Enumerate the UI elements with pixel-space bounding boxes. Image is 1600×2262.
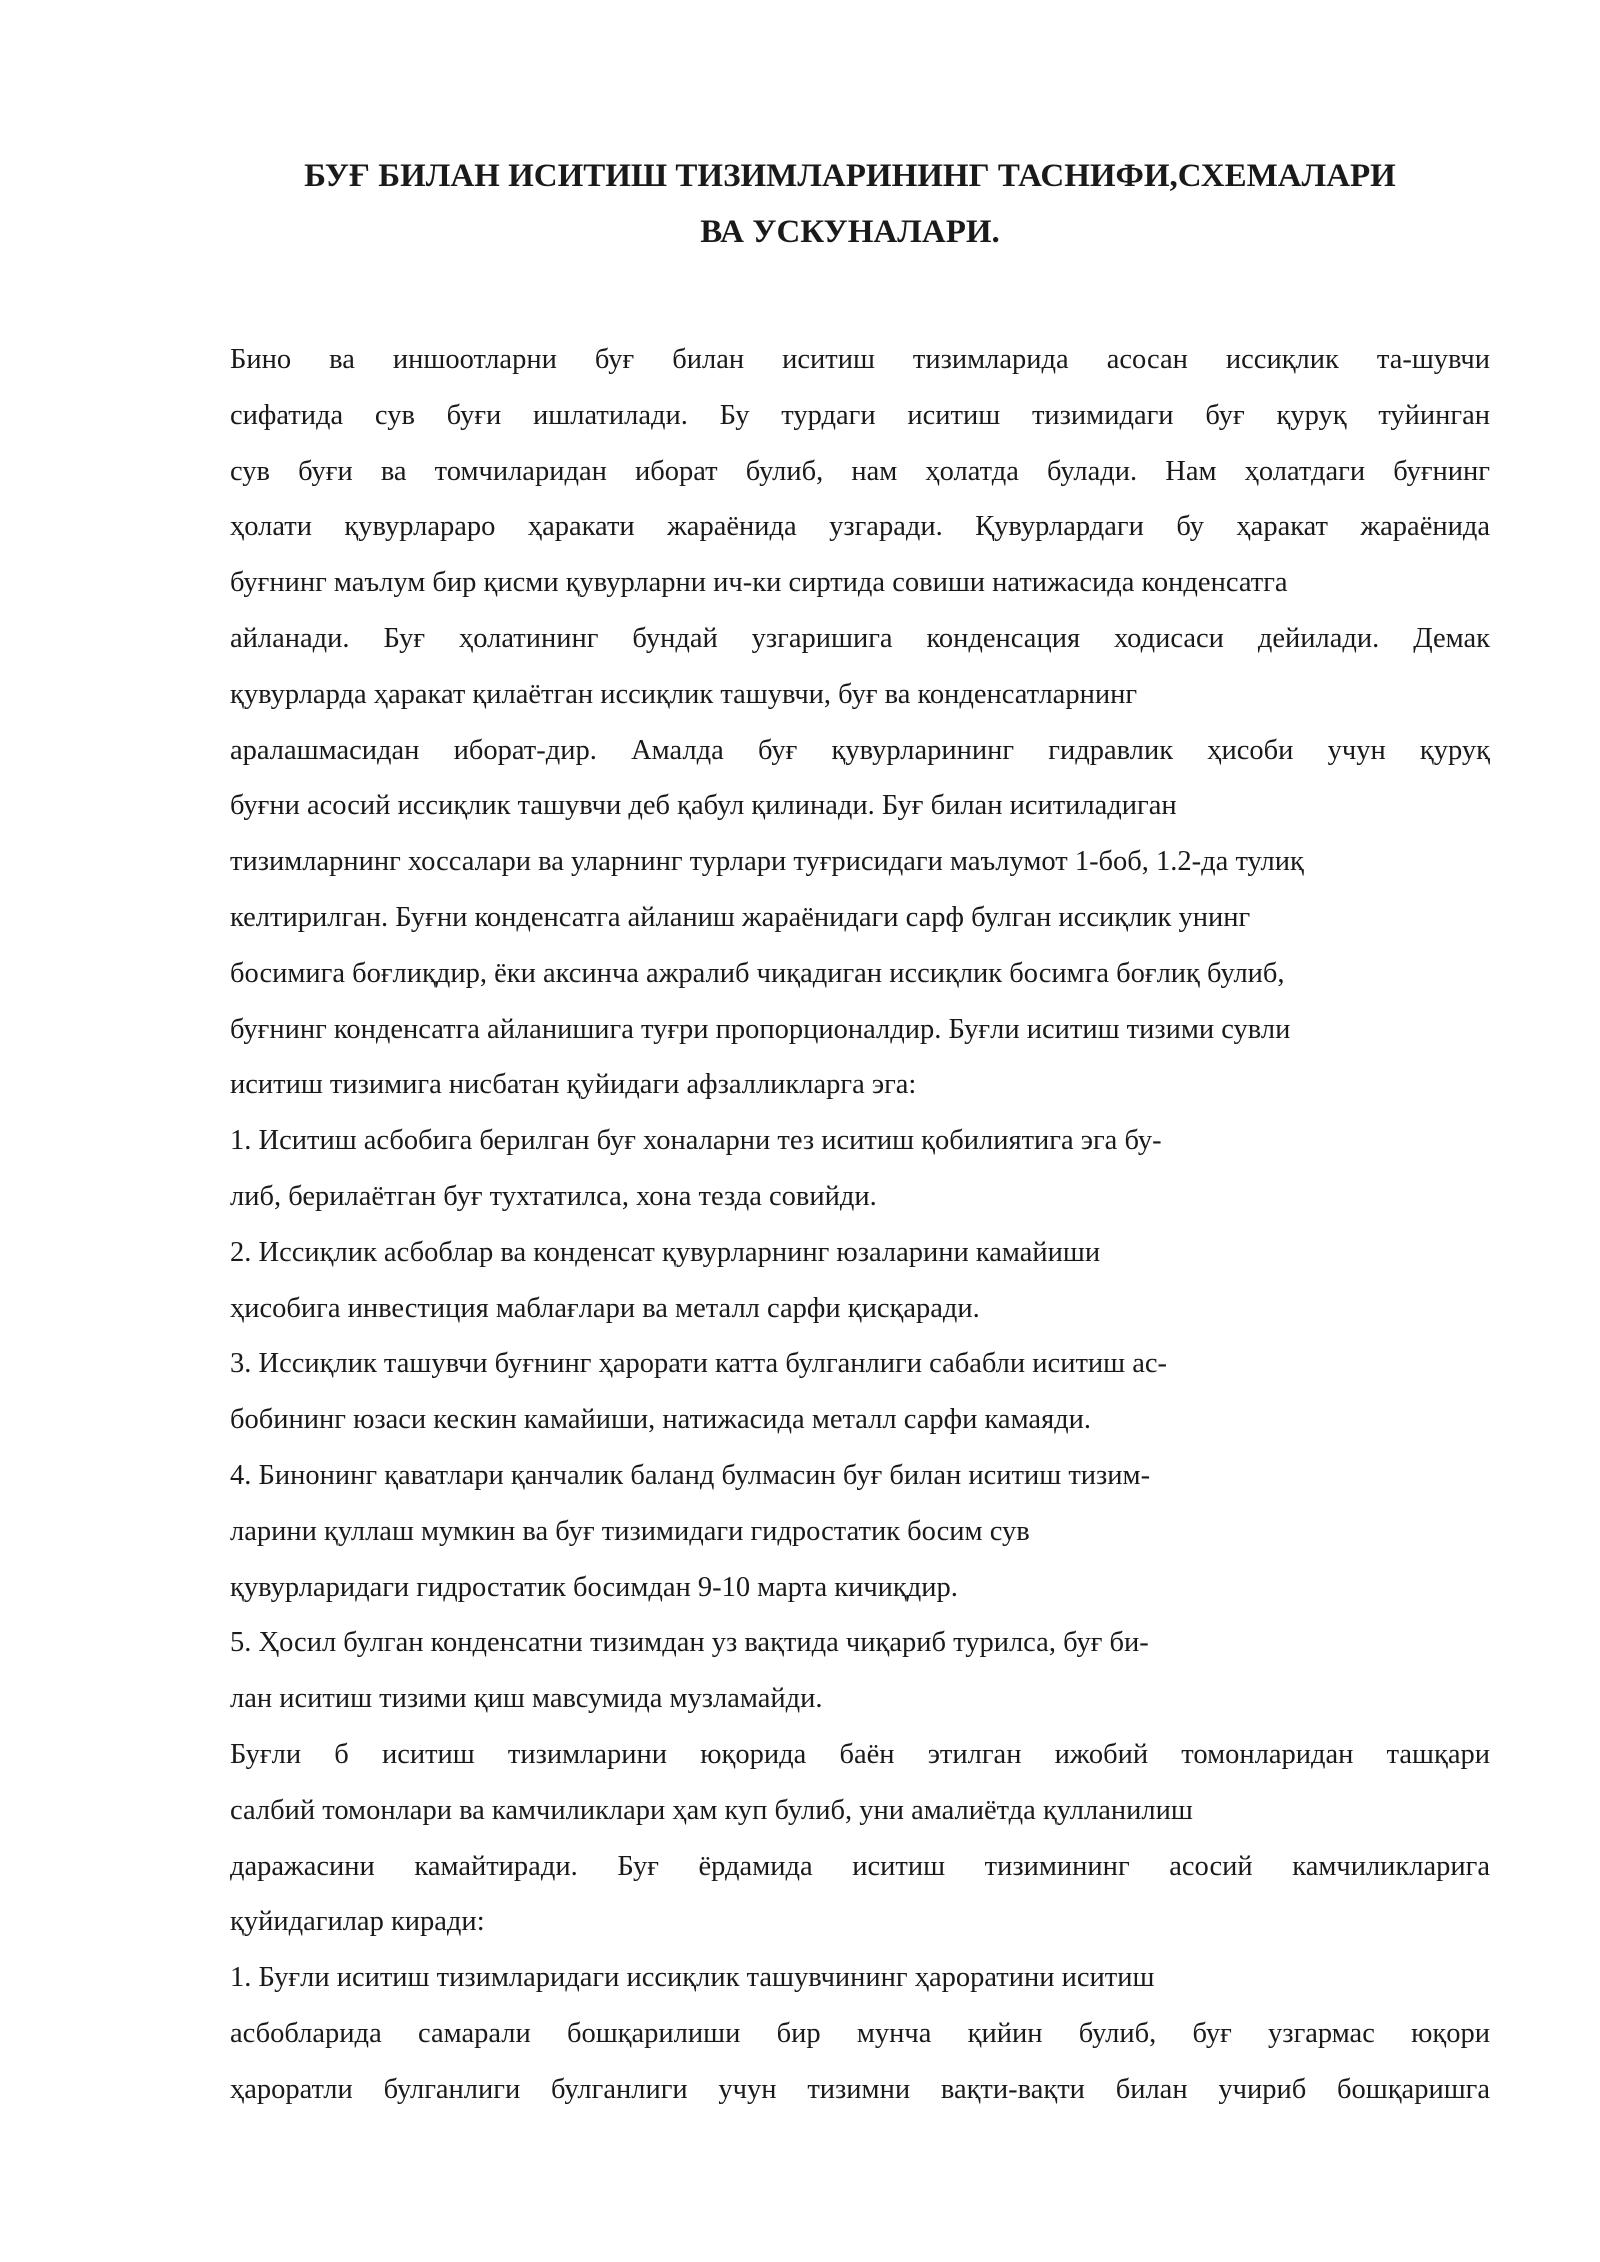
text-line: келтирилган. Буғни конденсатга айланиш жараёнидаги сарф булган иссиқлик унинг [230, 901, 1251, 933]
text-line: босимига боғлиқдир, ёки аксинча ажралиб чиқадиган иссиқлик босимга боғлиқ булиб, [230, 957, 1285, 989]
title-line-1: БУҒ БИЛАН ИСИТИШ ТИЗИМЛАРИНИНГ ТАСНИФИ,СХЕМАЛАРИ [304, 158, 1396, 194]
text-line: буғни асосий иссиқлик ташувчи деб қабул қилинади. Буғ билан иситиладиган [230, 790, 1177, 822]
text-line: буғнинг маълум бир қисми қувурларни ич-ки сиртида совиши натижасида конденсатга [230, 567, 1288, 599]
text-line: сифатида сув буғи ишлатилади. Бу турдаги иситиш тизимидаги буғ қуруқ туйинган [230, 399, 1490, 431]
text-line: буғнинг конденсатга айланишига туғри пропорционалдир. Буғли иситиш тизими сувли [230, 1013, 1291, 1045]
text-line: асбобларида самарали бошқарилиши бир мунча қийин булиб, буғ узгармас юқори [230, 2017, 1490, 2049]
document-title [200, 144, 1500, 256]
text-line: 1. Буғли иситиш тизимларидаги иссиқлик ташувчининг ҳароратини иситиш [230, 1962, 1155, 1994]
text-line: ҳолати қувурлараро ҳаракати жараёнида узгаради. Қувурлардаги бу ҳаракат жараёнида [230, 511, 1490, 543]
text-line: аралашмасидан иборат-дир. Амалда буғ қувурларининг гидравлик ҳисоби учун қуруқ [230, 734, 1490, 766]
title-line-2: ВА УСКУНАЛАРИ. [700, 213, 1000, 250]
text-line: айланади. Буғ ҳолатининг бундай узгаришига конденсация ходисаси дейилади. Демак [230, 622, 1490, 654]
text-line: қуйидагилар киради: [230, 1906, 485, 1938]
text-line: ларини қуллаш мумкин ва буғ тизимидаги гидростатик босим сув [230, 1515, 1030, 1547]
text-line: қувурларидаги гидростатик босимдан 9-10 марта кичиқдир. [230, 1571, 958, 1603]
text-line: сув буғи ва томчиларидан иборат булиб, нам ҳолатда булади. Нам ҳолатдаги буғнинг [230, 455, 1490, 487]
text-line: 5. Ҳосил булган конденсатни тизимдан уз вақтида чиқариб турилса, буғ би- [230, 1627, 1149, 1659]
text-line: Буғли б иситиш тизимларини юқорида баён этилган ижобий томонларидан ташқари [230, 1738, 1490, 1770]
text-line: бобининг юзаси кескин камайиши, натижасида металл сарфи камаяди. [230, 1404, 1092, 1436]
text-line: 3. Иссиқлик ташувчи буғнинг ҳарорати катта булганлиги сабабли иситиш ас- [230, 1348, 1168, 1380]
text-line: қувурларда ҳаракат қилаётган иссиқлик ташувчи, буғ ва конденсатларнинг [230, 678, 1138, 710]
text-line: салбий томонлари ва камчиликлари ҳам куп булиб, уни амалиётда қулланилиш [230, 1794, 1193, 1826]
text-line: 4. Бинонинг қаватлари қанчалик баланд булмасин буғ билан иситиш тизим- [230, 1459, 1151, 1491]
text-line: иситиш тизимига нисбатан қуйидаги афзалликларга эга: [230, 1069, 917, 1101]
text-line: Бино ва иншоотларни буғ билан иситиш тизимларида асосан иссиқлик та-шувчи [230, 344, 1490, 375]
text-line: либ, берилаётган буғ тухтатилса, хона тезда совийди. [230, 1180, 877, 1212]
text-line: лан иситиш тизими қиш мавсумида музламайди. [230, 1683, 823, 1715]
text-line: даражасини камайтиради. Буғ ёрдамида иситиш тизимининг асосий камчиликларига [230, 1850, 1490, 1882]
document-body [230, 332, 1490, 2118]
text-line: 2. Иссиқлик асбоблар ва конденсат қувурларнинг юзаларини камайиши [230, 1236, 1101, 1268]
text-line: 1. Иситиш асбобига берилган буғ хоналарни тез иситиш қобилиятига эга бу- [230, 1125, 1162, 1157]
text-line: ҳисобига инвестиция маблағлари ва металл сарфи қисқаради. [230, 1292, 980, 1324]
text-line: ҳароратли булганлиги булганлиги учун тизимни вақти-вақти билан учириб бошқаришга [230, 2073, 1490, 2105]
text-line: тизимларнинг хоссалари ва уларнинг турлари туғрисидаги маълумот 1-боб, 1.2-да тулиқ [230, 846, 1304, 878]
